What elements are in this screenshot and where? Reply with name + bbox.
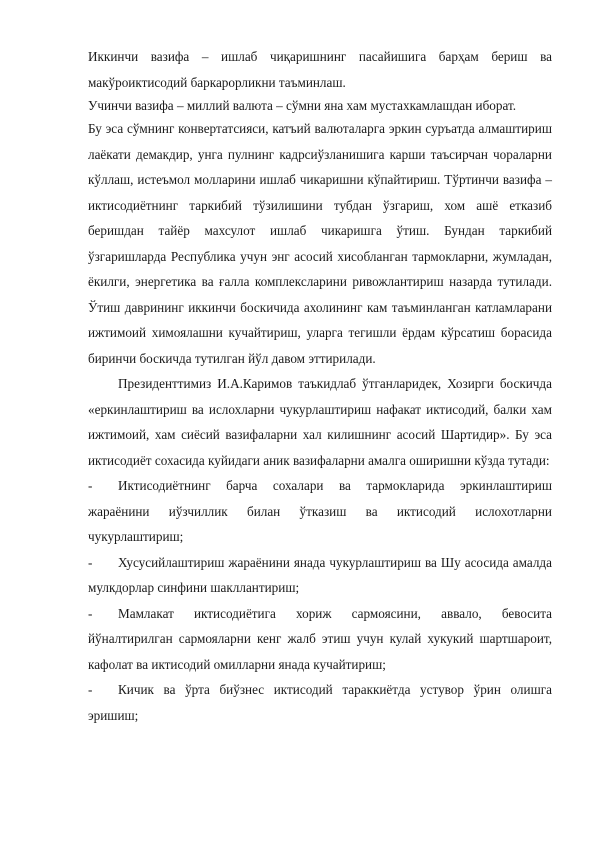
list-dash: - [88, 682, 93, 697]
list-item [88, 550, 552, 601]
list-dash: - [88, 605, 93, 621]
list-item [88, 677, 552, 728]
document-page [88, 44, 552, 728]
list-item-text: Мамлакат иктисодиётига хориж сармоясини, аввало, бевосита йўналтирилган сармояларни кенг жалб этиш учун кулай хукукий шартшароит, кафолат ва иктисодий омилларни янада кучайтириш; [88, 605, 552, 672]
paragraph-president-quote: Президенттимиз И.А.Каримов таъкидлаб ўтганларидек, Хозирги боскичда «еркинлаштириш ва ислохларни чукурлаштириш нафакат иктисодий, балки хам ижтимоий, хам сиёсий вазифаларни хал килишнинг асосий Шартидир». Бу эса иктисодиёт сохасида куйидаги аник вазифаларни амалга оширишни кўзда тутади: [88, 376, 552, 468]
list-item-text: Иктисодиётнинг барча сохалари ва тармокларида эркинлаштириш жараёнини иўзчиллик билан ўтказиш ва иктисодий ислохотларни чукурлаштириш; [88, 478, 552, 544]
paragraph-currency-conversion: Бу эса сўмнинг конвертатсияси, катъий валюталарга эркин суръатда алмаштириш лаёкати демакдир, унга пулнинг кадрсиўзланишига карши таъсирчан чораларни кўллаш, истеъмол молларини ишлаб чикаришни кўпайтириш. Тўртинчи вазифа – иктисодиётнинг таркибий тўзилишини тубдан ўзгариш, хом ашё етказиб беришдан тайёр махсулот ишлаб чикаришга ўтиш. Бундан таркибий ўзгаришларда Республика учун энг асосий хисобланган тармокларни, жумладан, ёкилги, энергетика ва ғалла комплексларини ривожлантириш назарда тутилади. Ўтиш даврининг иккинчи боскичида ахолининг кам таъминланган катламларани ижтимоий химоялашни кучайтириш, уларга тегишли ёрдам кўрсатиш борасида биринчи боскичда тутилган йўл давом эттирилади. [88, 121, 552, 366]
paragraph-third-task: Учинчи вазифа – миллий валюта – сўмни яна хам мустахкамлашдан иборат. [88, 98, 517, 113]
list-item [88, 601, 552, 678]
list-dash: - [88, 554, 93, 570]
list-item-text: Кичик ва ўрта биўзнес иктисодий тараккиётда устувор ўрин олишга эришиш; [88, 682, 552, 723]
list-item [88, 473, 552, 550]
list-item-text: Хусусийлаштириш жараёнини янада чукурлаштириш ва Шу асосида амалда мулкдорлар синфини шакллантириш; [88, 554, 552, 595]
paragraph-second-task: Иккинчи вазифа – ишлаб чиқаришнинг пасайишига барҳам бериш ва макўроиктисодий баркарорликни таъминлаш. [88, 49, 552, 90]
list-dash: - [88, 478, 93, 493]
